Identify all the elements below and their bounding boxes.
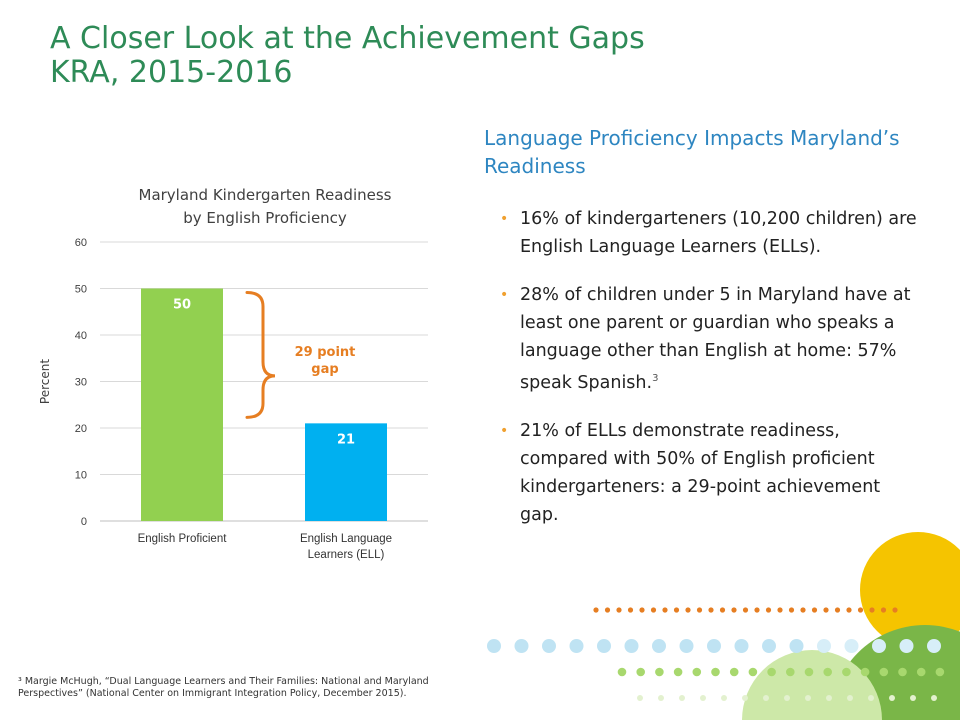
decor-pale-dot bbox=[826, 695, 832, 701]
bullet-item-home-language: • 28% of children under 5 in Maryland have at least one parent or guardian who speaks a language other than English at home: 57% speak Spanish.$^3$ bbox=[500, 281, 920, 397]
decor-orange-dot bbox=[708, 607, 713, 612]
decor-blue-dot bbox=[927, 639, 941, 653]
decor-blue-dot bbox=[570, 639, 584, 653]
footnote: ³ Margie McHugh, “Dual Language Learners and Their Families: National and Maryland Perspectives” (National Center on Immigrant Integration Policy, December 2015). bbox=[18, 676, 429, 699]
chart-title-line-1: Maryland Kindergarten Readiness bbox=[138, 186, 392, 204]
decor-blue-dot bbox=[707, 639, 721, 653]
decor-blue-dot bbox=[735, 639, 749, 653]
decor-orange-dot bbox=[731, 607, 736, 612]
decor-orange-dot bbox=[639, 607, 644, 612]
x-category-label-1-0: English Language bbox=[299, 533, 393, 545]
decor-orange-dot bbox=[743, 607, 748, 612]
decor-pale-dot bbox=[679, 695, 685, 701]
decor-pale-dot bbox=[889, 695, 895, 701]
decor-pale-dot bbox=[721, 695, 727, 701]
decor-orange-dot bbox=[605, 607, 610, 612]
decor-pale-dot bbox=[658, 695, 664, 701]
decor-orange-dot bbox=[674, 607, 679, 612]
decor-orange-dot bbox=[800, 607, 805, 612]
decor-orange-dot bbox=[869, 607, 874, 612]
x-category-label-0-0: English Proficient bbox=[137, 533, 227, 545]
decor-orange-dot bbox=[777, 607, 782, 612]
decor-orange-dot bbox=[812, 607, 817, 612]
decor-green-dot bbox=[767, 668, 776, 677]
decor-green-dot bbox=[693, 668, 702, 677]
decor-blue-dot bbox=[487, 639, 501, 653]
decor-green-dot bbox=[655, 668, 664, 677]
footnote-reference: 3 bbox=[652, 373, 659, 384]
decor-blue-dot bbox=[762, 639, 776, 653]
decor-orange-dot bbox=[892, 607, 897, 612]
y-tick-label-0: 0 bbox=[80, 516, 87, 528]
decor-blue-dot bbox=[900, 639, 914, 653]
decor-green-dot bbox=[805, 668, 814, 677]
decor-orange-dot bbox=[651, 607, 656, 612]
decor-orange-dot bbox=[662, 607, 667, 612]
decor-orange-dot bbox=[846, 607, 851, 612]
decor-orange-dot bbox=[881, 607, 886, 612]
gap-annotation-line-1: gap bbox=[311, 362, 339, 377]
decor-orange-dot bbox=[835, 607, 840, 612]
bar-data-label-1: 21 bbox=[336, 432, 356, 448]
decor-blue-dot bbox=[515, 639, 529, 653]
decor-orange-dot bbox=[685, 607, 690, 612]
decor-orange-dot bbox=[789, 607, 794, 612]
decor-blue-dot bbox=[597, 639, 611, 653]
decor-green-dot bbox=[823, 668, 832, 677]
x-category-label-1-1: Learners (ELL) bbox=[307, 549, 385, 561]
decor-orange-dot bbox=[616, 607, 621, 612]
decor-blue-dot bbox=[652, 639, 666, 653]
decor-orange-dot bbox=[754, 607, 759, 612]
y-tick-label-20: 20 bbox=[74, 423, 87, 435]
y-tick-label-50: 50 bbox=[74, 283, 87, 296]
decor-green-dot bbox=[674, 668, 683, 677]
y-tick-label-60: 60 bbox=[74, 237, 87, 249]
decor-green-dot bbox=[936, 668, 945, 677]
decor-green-dot bbox=[711, 668, 720, 677]
decor-blue-dot bbox=[872, 639, 886, 653]
decor-green-dot bbox=[618, 668, 627, 677]
decor-orange-dot bbox=[593, 607, 598, 612]
slide-subtitle: KRA, 2015-2016 bbox=[50, 55, 293, 90]
decor-pale-dot bbox=[805, 695, 811, 701]
decor-pale-dot bbox=[847, 695, 853, 701]
y-tick-label-40: 40 bbox=[74, 330, 87, 342]
decor-pale-dot bbox=[637, 695, 643, 701]
y-tick-label-30: 30 bbox=[74, 376, 87, 389]
decor-orange-dot bbox=[697, 607, 702, 612]
decor-green-dot bbox=[786, 668, 795, 677]
gap-annotation-line-0: 29 point bbox=[294, 345, 356, 360]
decor-pale-dot bbox=[763, 695, 769, 701]
decor-orange-dot bbox=[766, 607, 771, 612]
chart-title-line-2: by English Proficiency bbox=[183, 209, 347, 227]
decor-pale-dot bbox=[910, 695, 916, 701]
section-heading: Language Proficiency Impacts Maryland’s Readiness bbox=[484, 126, 900, 178]
bullet-item-achievement-gap: • 21% of ELLs demonstrate readiness, compared with 50% of English proficient kindergarteners: a 29-point achievement gap. bbox=[500, 417, 920, 529]
decor-green-dot bbox=[730, 668, 739, 677]
y-axis-label: Percent bbox=[38, 358, 52, 405]
decor-pale-dot bbox=[868, 695, 874, 701]
decor-blue-dot bbox=[625, 639, 639, 653]
decor-pale-dot bbox=[700, 695, 706, 701]
slide-title: A Closer Look at the Achievement Gaps bbox=[50, 21, 645, 56]
decor-green-dot bbox=[636, 668, 645, 677]
decor-orange-dot bbox=[628, 607, 633, 612]
decor-green-dot bbox=[880, 668, 889, 677]
decor-pale-dot bbox=[931, 695, 937, 701]
decor-green-dot bbox=[898, 668, 907, 677]
decor-green-dot bbox=[917, 668, 926, 677]
bar-data-label-0: 50 bbox=[172, 297, 192, 313]
decor-green-dot bbox=[749, 668, 758, 677]
decor-orange-dot bbox=[720, 607, 725, 612]
decor-orange-dot bbox=[823, 607, 828, 612]
y-tick-label-10: 10 bbox=[74, 469, 87, 482]
decor-blue-dot bbox=[680, 639, 694, 653]
decor-blue-dot bbox=[817, 639, 831, 653]
decor-orange-dot bbox=[858, 607, 863, 612]
decor-blue-dot bbox=[542, 639, 556, 653]
decor-pale-dot bbox=[742, 695, 748, 701]
decor-blue-dot bbox=[790, 639, 804, 653]
decor-green-dot bbox=[861, 668, 870, 677]
decor-green-dot bbox=[842, 668, 851, 677]
decor-pale-dot bbox=[784, 695, 790, 701]
decor-blue-dot bbox=[845, 639, 859, 653]
bullet-item-ell-share: • 16% of kindergarteners (10,200 children) are English Language Learners (ELLs). bbox=[500, 205, 920, 261]
